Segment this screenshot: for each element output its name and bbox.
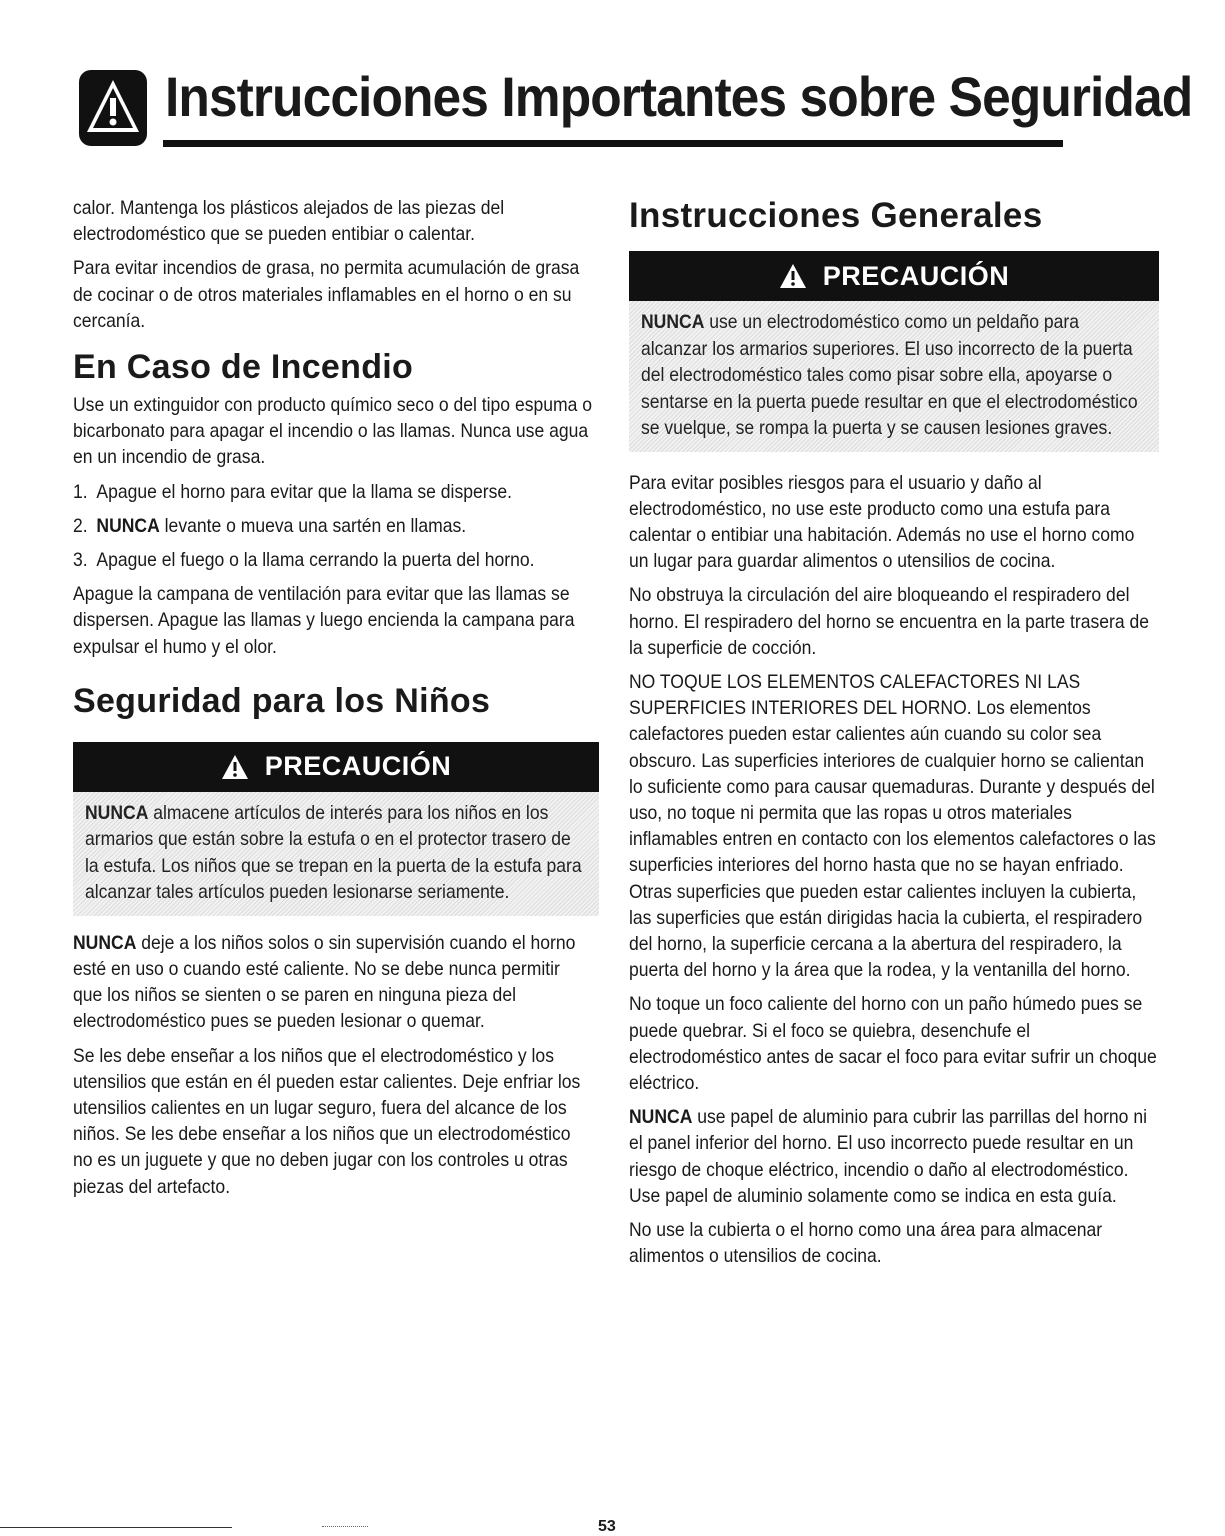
warning-icon <box>79 70 147 146</box>
page-number: 53 <box>598 1518 616 1535</box>
header-divider <box>163 140 1063 147</box>
caution-strong: NUNCA <box>641 311 705 333</box>
caution-body <box>73 792 599 916</box>
caution-text <box>641 309 1146 442</box>
page-header <box>79 58 1193 150</box>
intro-paragraph-2: Para evitar incendios de grasa, no permita acumulación de grasa de cocinar o de otros materiales inflamables en el horno o en su cercanía. <box>73 257 580 332</box>
list-item <box>73 547 592 573</box>
list-number: 1. <box>73 480 88 503</box>
list-item <box>73 479 592 505</box>
list-item <box>73 513 592 539</box>
caution-icon <box>779 263 807 289</box>
footer-rule <box>0 1527 232 1528</box>
caution-box <box>629 251 1159 452</box>
list-number: 3. <box>73 549 88 572</box>
general-paragraph-4: No toque un foco caliente del horno con un paño húmedo pues se puede quebrar. Si el foco se quiebra, desenchufe el electrodoméstico antes de sacar el foco para evitar sufrir un choque eléctrico. <box>629 993 1157 1094</box>
footer-dots <box>322 1526 368 1528</box>
list-text: levante o mueva una sartén en llamas. <box>159 514 467 537</box>
list-strong: NUNCA <box>96 514 160 537</box>
caution-strong: NUNCA <box>85 801 149 824</box>
page-title: Instrucciones Importantes sobre Seguridad <box>165 65 1193 128</box>
caution-label: PRECAUCIÓN <box>822 260 1010 291</box>
general-paragraph-text: use papel de aluminio para cubrir las parrillas del horno ni el panel inferior del horno. El uso incorrecto puede resultar en un riesgo de choque eléctrico, incendio o daño al electrodoméstico. Use papel de aluminio solamente como se indica en esta guía. <box>629 1106 1147 1207</box>
caution-message: almacene artículos de interés para los niños en los armarios que están sobre la estufa o en el protector trasero de la estufa. Los niños que se trepan en la puerta de la estufa para alcanzar tales artículos pueden lesionarse seriamente. <box>85 801 582 904</box>
list-text: Apague el horno para evitar que la llama se disperse. <box>96 480 513 503</box>
kids-paragraph-strong: NUNCA <box>73 931 137 954</box>
list-number: 2. <box>73 514 88 537</box>
general-paragraph-2: No obstruya la circulación del aire bloqueando el respiradero del horno. El respiradero del horno se encuentra en la parte trasera de la superficie de cocción. <box>629 584 1150 659</box>
caution-message: use un electrodoméstico como un peldaño para alcanzar los armarios superiores. El uso incorrecto de la puerta del electrodoméstico tales como pisar sobre ella, apoyarse o sentarse en la puerta puede resultar en que el electrodoméstico se vuelque, se rompa la puerta y se causen lesiones graves. <box>641 311 1138 439</box>
caution-bar <box>73 742 599 792</box>
right-column <box>629 195 1159 1277</box>
fire-paragraph-2: Apague la campana de ventilación para evitar que las llamas se dispersen. Apague las llamas y luego encienda la campana para expulsar el humo y el olor. <box>73 583 575 658</box>
caution-icon <box>221 754 249 780</box>
intro-paragraph-1: calor. Mantenga los plásticos alejados de las piezas del electrodoméstico que se pueden entibiar o calentar. <box>73 197 505 246</box>
kids-paragraph-text: deje a los niños solos o sin supervisión cuando el horno esté en uso o cuando esté caliente. No se debe nunca permitir que los niños se sienten o se paren en ninguna pieza del electrodoméstico pues se pueden lesionar o quemar. <box>73 931 576 1033</box>
caution-box <box>73 742 599 916</box>
caution-label: PRECAUCIÓN <box>264 751 452 782</box>
left-column <box>73 195 593 1208</box>
general-paragraph-3: NO TOQUE LOS ELEMENTOS CALEFACTORES NI LAS SUPERFICIES INTERIORES DEL HORNO. Los elementos calefactores pueden estar calientes aún cuando su color sea obscuro. Las superficies interiores de cualquier horno se calientan lo suficiente como para causar quemaduras. Durante y después del uso, no toque ni permita que las ropas u otros materiales inflamables entren en contacto con los elementos calefactores o las superficies interiores del horno hasta que no se hayan enfriado. Otras superficies que pueden estar calientes incluyen la cubierta, las superficies que están dirigidas hacia la cubierta, el respiradero del horno, la superficie cercana a la abertura del respiradero, la puerta del horno y la área que la rodea, y la ventanilla del horno. <box>629 670 1156 982</box>
kids-heading: Seguridad para los Niños <box>73 681 491 720</box>
general-paragraph-strong: NUNCA <box>629 1106 693 1129</box>
caution-bar <box>629 251 1159 301</box>
caution-text <box>85 800 586 906</box>
fire-paragraph: Use un extinguidor con producto químico seco o del tipo espuma o bicarbonato para apagar el incendio o las llamas. Nunca use agua en un incendio de grasa. <box>73 394 593 469</box>
general-heading: Instrucciones Generales <box>629 196 1043 235</box>
kids-paragraph-1 <box>73 930 592 1035</box>
general-paragraph-6: No use la cubierta o el horno como una área para almacenar alimentos o utensilios de cocina. <box>629 1218 1103 1268</box>
caution-body <box>629 301 1159 452</box>
general-paragraph-5 <box>629 1104 1158 1209</box>
kids-paragraph-2: Se les debe enseñar a los niños que el electrodoméstico y los utensilios que están en él pueden estar calientes. Deje enfriar los utensilios calientes en un lugar seguro, fuera del alcance de los niños. Se les debe enseñar a los niños que un electrodoméstico no es un juguete y que no deben jugar con los controles u otras piezas del artefacto. <box>73 1044 581 1198</box>
general-paragraph-1: Para evitar posibles riesgos para el usuario y daño al electrodoméstico, no use este producto como una estufa para calentar o entibiar una habitación. Además no use el horno como un lugar para guardar alimentos o utensilios de cocina. <box>629 471 1135 573</box>
list-text: Apague el fuego o la llama cerrando la puerta del horno. <box>96 549 535 572</box>
fire-heading: En Caso de Incendio <box>73 348 414 387</box>
